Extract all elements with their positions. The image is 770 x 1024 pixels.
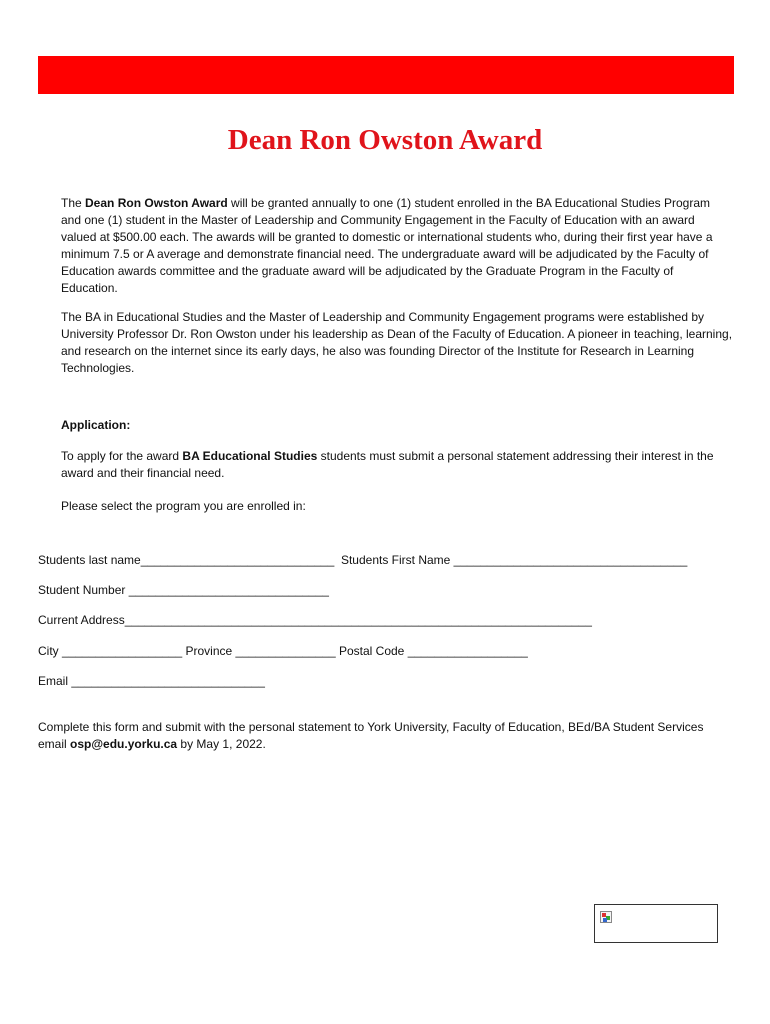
intro-text-rest: will be granted annually to one (1) student enrolled in the BA Educational Studies Program and one (1) student in the Master of Leadership and Community Engagement in the Faculty of Education with an award valued at $500.00 each. The awards will be granted to domestic or international students who, during their first year have a minimum 7.5 or A average and demonstrate financial need. The undergraduate award will be adjudicated by the Faculty of Education awards committee and the graduate award will be adjudicated by the Graduate Program in the Faculty of Education.: [61, 196, 713, 295]
address-field[interactable]: ______________________________________________________________________: [124, 613, 592, 627]
application-instructions: [61, 448, 733, 482]
student-number-row: [38, 582, 738, 599]
last-name-label: Students last name: [38, 553, 141, 567]
email-label: Email: [38, 674, 69, 688]
address-row: [38, 612, 738, 629]
province-label: Province: [185, 644, 233, 658]
intro-paragraph: [61, 195, 733, 297]
student-number-field[interactable]: ______________________________: [128, 583, 329, 597]
submission-deadline: by May 1, 2022.: [177, 737, 266, 751]
student-number-label: Student Number: [38, 583, 126, 597]
submission-instructions: [38, 719, 728, 753]
program-select-prompt: Please select the program you are enrolled in:: [61, 499, 306, 513]
page-title: Dean Ron Owston Award: [227, 124, 543, 156]
submission-text-start: Complete this form and submit with the personal statement to York University, Faculty of Education, BEd/BA Student Services email: [38, 720, 704, 751]
header-banner: [38, 56, 734, 94]
broken-image-icon: [600, 911, 612, 923]
postal-code-field[interactable]: __________________: [407, 644, 528, 658]
image-placeholder: [594, 904, 718, 943]
last-name-field[interactable]: _____________________________: [140, 553, 335, 567]
city-field[interactable]: __________________: [62, 644, 183, 658]
background-paragraph: The BA in Educational Studies and the Master of Leadership and Community Engagement programs were established by University Professor Dr. Ron Owston under his leadership as Dean of the Faculty of Education. A pioneer in teaching, learning, and research on the internet since its early days, he also was founding Director of the Institute for Research in Learning Technologies.: [61, 310, 733, 375]
first-name-field[interactable]: ___________________________________: [453, 553, 688, 567]
name-row: [38, 552, 738, 569]
city-row: [38, 643, 738, 660]
award-name: Dean Ron Owston Award: [85, 196, 228, 210]
submission-email-link[interactable]: osp@edu.yorku.ca: [70, 737, 178, 751]
application-heading: Application:: [61, 418, 131, 432]
email-row: [38, 673, 738, 690]
email-field[interactable]: _____________________________: [71, 674, 265, 688]
intro-text-start: The: [61, 196, 86, 210]
program-name: BA Educational Studies: [182, 449, 318, 463]
address-label: Current Address: [38, 613, 125, 627]
first-name-label: Students First Name: [340, 553, 451, 567]
postal-code-label: Postal Code: [338, 644, 405, 658]
province-field[interactable]: _______________: [235, 644, 336, 658]
application-text-rest: students must submit a personal statement addressing their interest in the award and their financial need.: [61, 449, 714, 480]
application-text-start: To apply for the award: [61, 449, 183, 463]
city-label: City: [38, 644, 59, 658]
